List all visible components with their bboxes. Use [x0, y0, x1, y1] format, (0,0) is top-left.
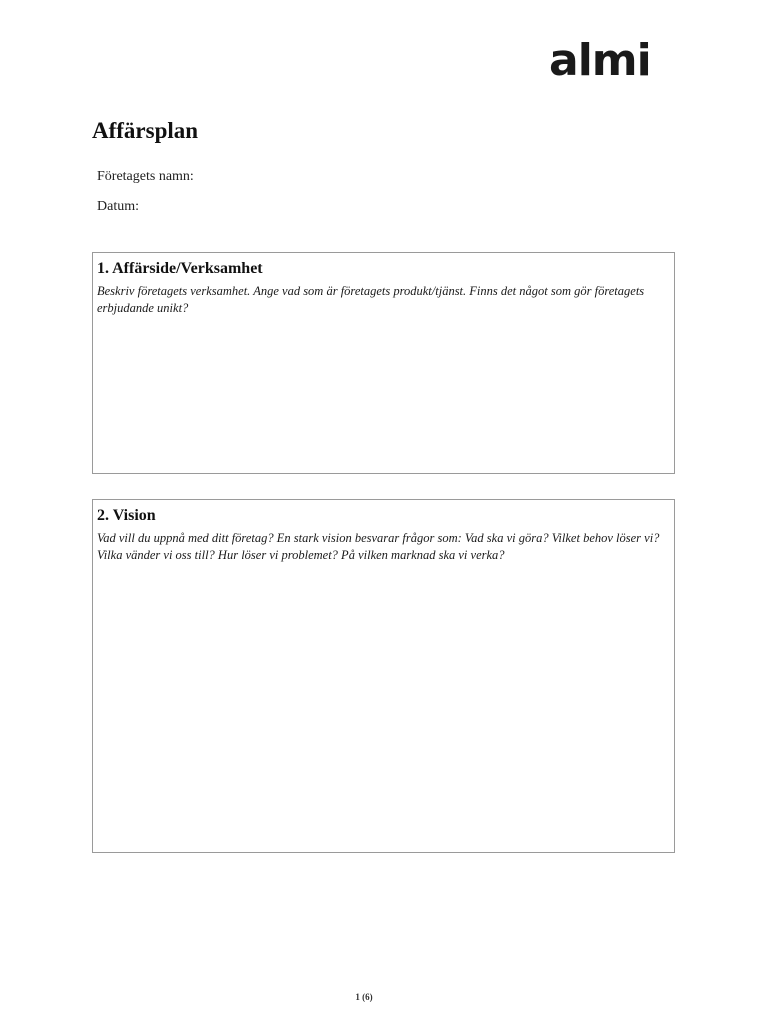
page-number: 1 (6)	[355, 992, 373, 1002]
section-description: Vad vill du uppnå med ditt företag? En stark vision besvarar frågor som: Vad ska vi göra? Vilket behov löser vi? Vilka vänder vi oss till? Hur löser vi problemet? På vilken marknad ska vi verka?	[97, 531, 660, 562]
section-heading: 2. Vision	[97, 507, 156, 524]
section-description: Beskriv företagets verksamhet. Ange vad som är företagets produkt/tjänst. Finns det något som gör företagets erbjudande unikt?	[97, 284, 645, 315]
company-name-label: Företagets namn:	[97, 169, 194, 184]
document-title: Affärsplan	[92, 118, 199, 143]
section-vision	[92, 499, 675, 853]
section-business-idea	[92, 252, 675, 474]
date-label: Datum:	[97, 199, 139, 214]
almi-logo: almi	[549, 35, 651, 86]
section-heading: 1. Affärside/Verksamhet	[97, 260, 263, 277]
